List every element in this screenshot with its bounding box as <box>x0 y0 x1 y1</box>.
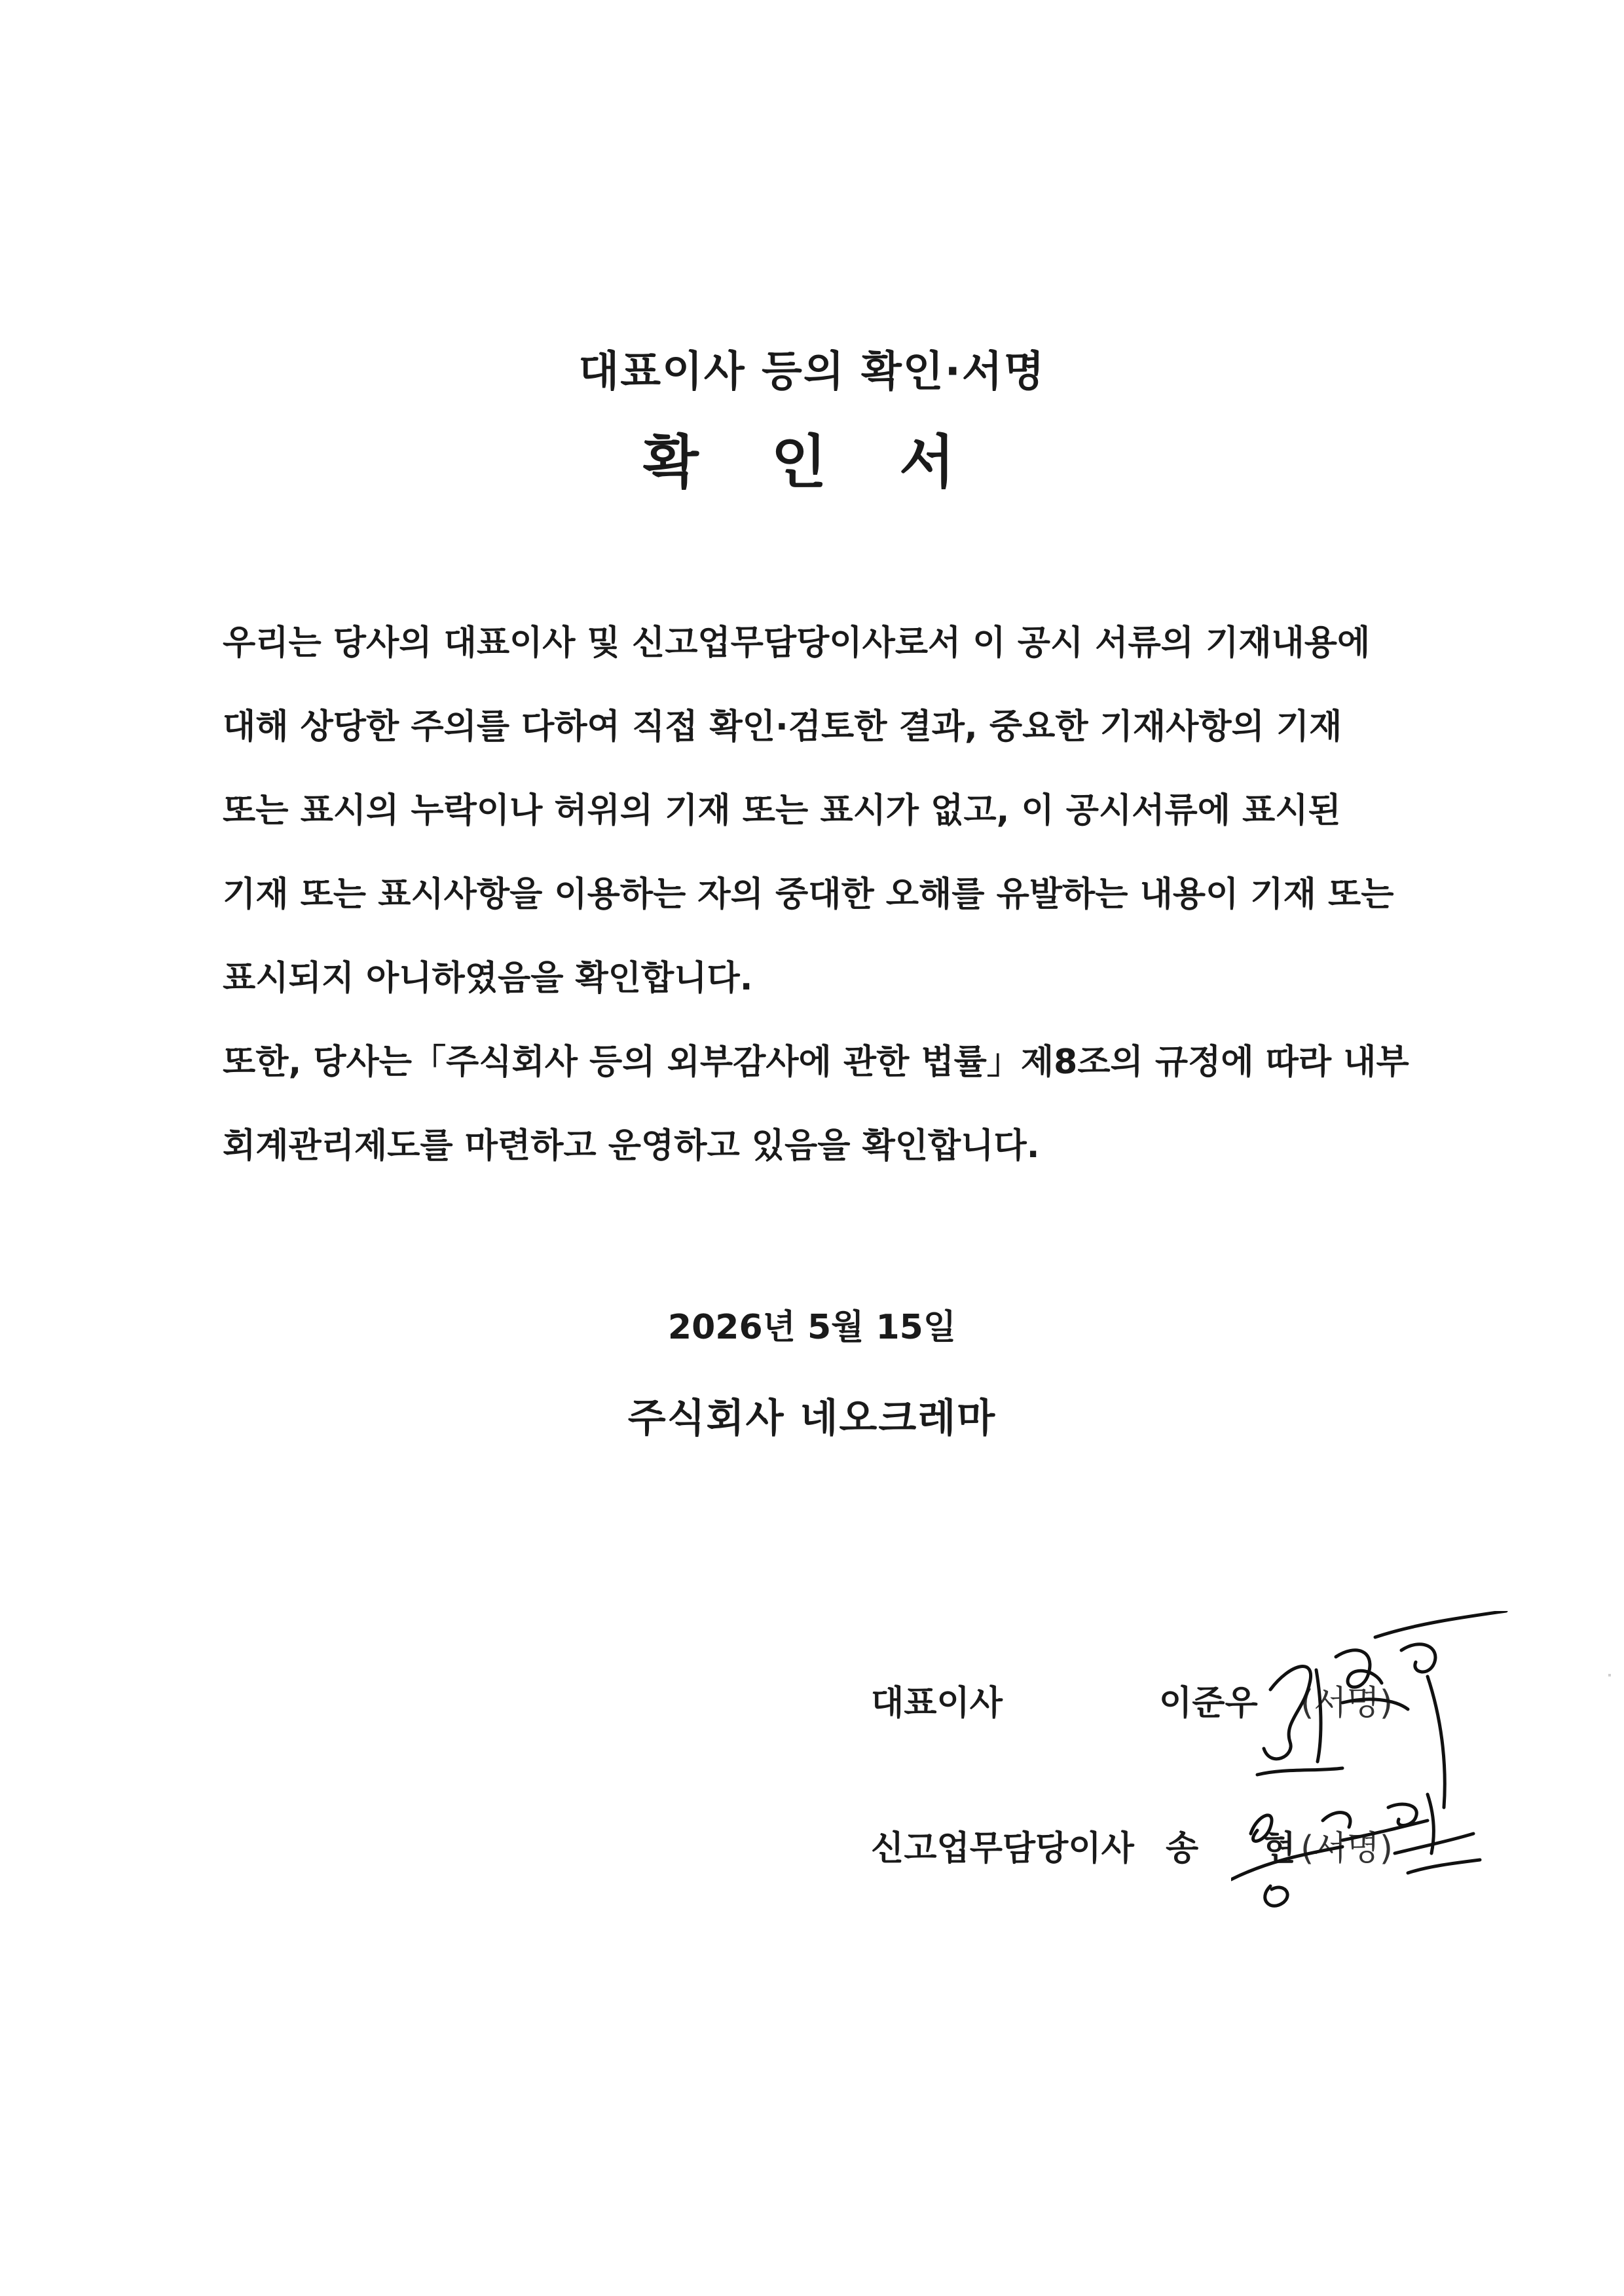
statement-line: 회계관리제도를 마련하고 운영하고 있음을 확인합니다. <box>223 1126 1040 1166</box>
confirmation-statement <box>223 601 1421 1188</box>
company-name: 주식회사 네오크레마 <box>627 1396 997 1441</box>
document-date: 2026년 5월 15일 <box>667 1308 957 1347</box>
signatory-name: 송 현 <box>1166 1829 1322 1868</box>
scan-speck <box>1608 1674 1611 1676</box>
document-title: 확 인 서 <box>642 428 982 496</box>
statement-line: 대해 상당한 주의를 다하여 직접 확인·검토한 결과, 중요한 기재사항의 기재 <box>223 707 1342 747</box>
signatory-name: 이준우 <box>1159 1684 1258 1723</box>
document-subtitle: 대표이사 등의 확인·서명 <box>578 348 1046 396</box>
signatory-title: 신고업무담당이사 <box>871 1829 1134 1868</box>
statement-line: 우리는 당사의 대표이사 및 신고업무담당이사로서 이 공시 서류의 기재내용에 <box>223 623 1371 663</box>
signatory-title: 대표이사 <box>871 1684 1003 1723</box>
signature-mark-label: (서명) <box>1301 1684 1393 1723</box>
signature-mark-label: (서명) <box>1301 1829 1393 1868</box>
statement-line: 기재 또는 표시사항을 이용하는 자의 중대한 오해를 유발하는 내용이 기재 또는 <box>223 875 1394 914</box>
statement-line: 또는 표시의 누락이나 허위의 기재 또는 표시가 없고, 이 공시서류에 표시된 <box>223 791 1341 830</box>
statement-line: 또한, 당사는「주식회사 등의 외부감사에 관한 법률」제8조의 규정에 따라 내부 <box>223 1043 1409 1082</box>
statement-line: 표시되지 아니하였음을 확인합니다. <box>223 959 753 998</box>
